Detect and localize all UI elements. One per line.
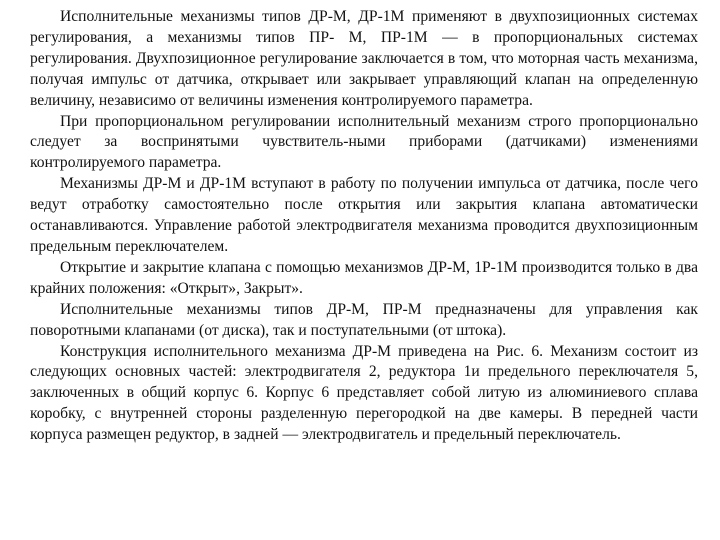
paragraph-2: При пропорциональном регулировании исполнительный механизм строго пропорционально следует за воспринятыми чувствитель-ными приборами (датчиками) изменениями контролируемого параметра. bbox=[30, 112, 698, 172]
paragraph-6: Конструкция исполнительного механизма ДР-М приведена на Рис. 6. Механизм состоит из следующих основных частей: электродвигателя 2, редуктора 1и предельного переключателя 5, заключенных в общий корпус 6. Корпус 6 представляет собой литую из алюминиевого сплава коробку, с внутренней стороны разделенную перегородкой на две камеры. В передней части корпуса размещен редуктор, в задней — электродвигатель и предельный переключатель. bbox=[30, 342, 698, 444]
paragraph-4: Открытие и закрытие клапана с помощью механизмов ДР-М, 1Р-1М производится только в два крайних положения: «Открыт», Закрыт». bbox=[30, 258, 698, 297]
paragraph-1: Исполнительные механизмы типов ДР-М, ДР-1М применяют в двухпозиционных системах регулирования, а механизмы типов ПР- М, ПР-1М — в пропорциональных системах регулирования. Двухпозиционное регулирование заключается в том, что моторная часть механизма, получая импульс от датчика, открывает или закрывает управляющий клапан на определенную величину, независимо от величины изменения контролируемого параметра. bbox=[30, 8, 698, 109]
paragraph-5: Исполнительные механизмы типов ДР-М, ПР-М предназначены для управления как поворотными клапанами (от диска), так и поступательными (от штока). bbox=[30, 300, 698, 339]
document-page bbox=[30, 7, 698, 446]
paragraph-3: Механизмы ДР-М и ДР-1М вступают в работу по получении импульса от датчика, после чего ведут отработку самостоятельно после открытия или закрытия клапана автоматически останавливаются. Управление работой электродвигателя механизма проводится двухпозиционным предельным переключателем. bbox=[30, 175, 698, 255]
